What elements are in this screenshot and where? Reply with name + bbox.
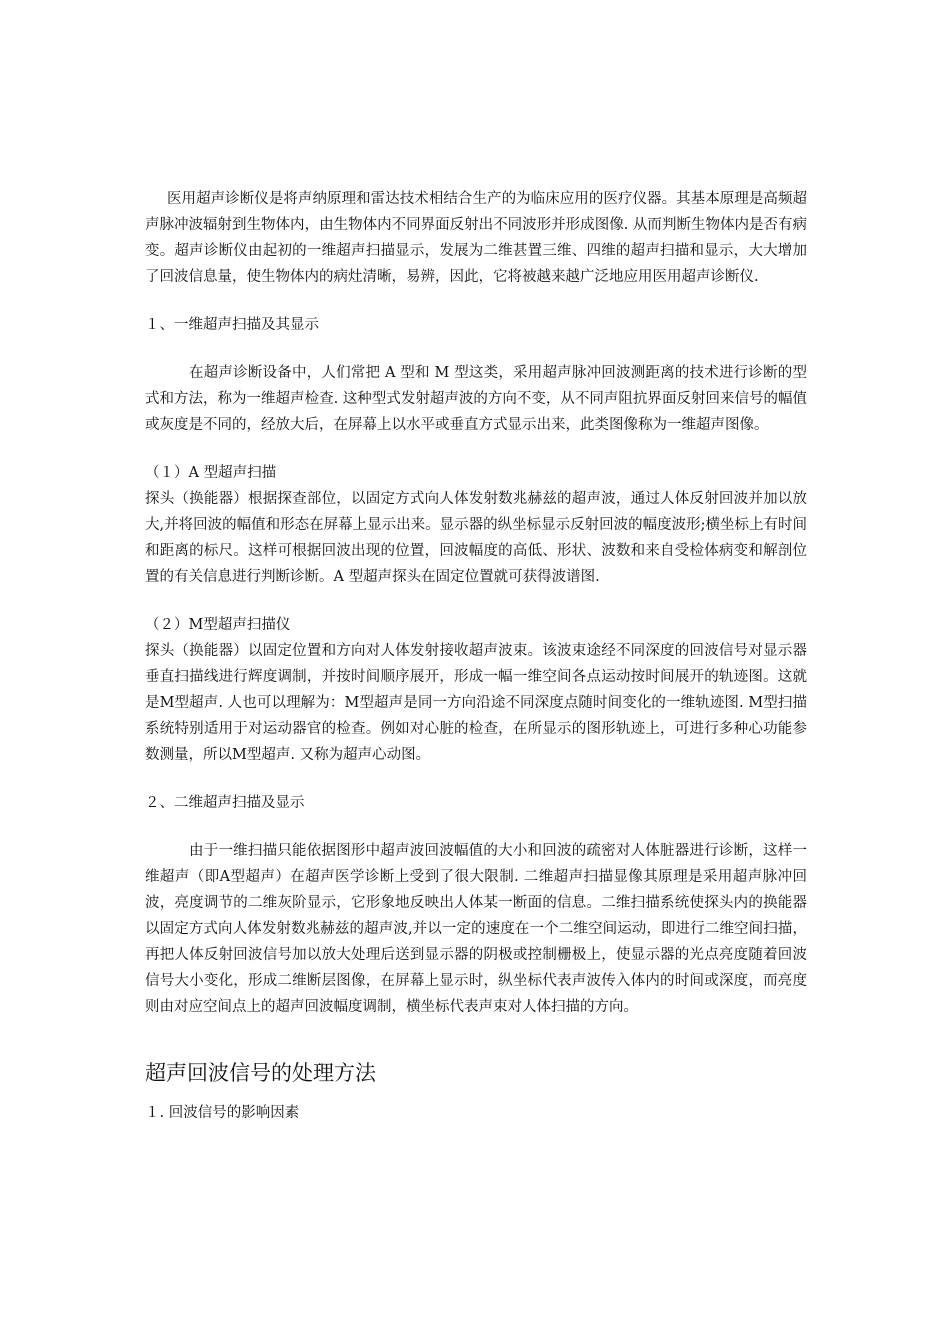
m-mode-heading: （２）M型超声扫描仪 bbox=[145, 617, 291, 633]
section-1-heading: １、一维超声扫描及其显示 bbox=[145, 317, 319, 333]
section-1-paragraph: 在超声诊断设备中，人们常把 A 型和 M 型这类，采用超声脉冲回波测距离的技术进行诊断的型式和方法，称为一维超声检查. 这种型式发射超声波的方向不变，从不同声阻抗界面反射回来信号的幅值或灰度是不同的，经放大后，在屏幕上以水平或垂直方式显示出来，此类图像称为一维超声图像。 bbox=[145, 365, 807, 433]
intro-paragraph: 医用超声诊断仪是将声纳原理和雷达技术相结合生产的为临床应用的医疗仪器。其基本原理是高频超声脉冲波辐射到生物体内，由生物体内不同界面反射出不同波形并形成图像. 从而判断生物体内是否有病变。超声诊断仪由起初的一维超声扫描显示，发展为二维甚置三维、四维的超声扫描和显示，大大增加了回波信息量，使生物体内的病灶清晰，易辨，因此，它将被越来越广泛地应用医用超声诊断仪. bbox=[145, 191, 807, 285]
section-2-paragraph: 由于一维扫描只能依据图形中超声波回波幅值的大小和回波的疏密对人体脏器进行诊断，这样一维超声（即A型超声）在超声医学诊断上受到了很大限制. 二维超声扫描显像其原理是采用超声脉冲回波，亮度调节的二维灰阶显示，它形象地反映出人体某一断面的信息。二维扫描系统使探头内的换能器以固定方式向人体发射数兆赫兹的超声波,并以一定的速度在一个二维空间运动，即进行二维空间扫描，再把人体反射回波信号加以放大处理后送到显示器的阴极或控制栅极上，使显示器的光点亮度随着回波信号大小变化，形成二维断层图像，在屏幕上显示时，纵坐标代表声波传入体内的时间或深度，而亮度则由对应空间点上的超声回波幅度调制，横坐标代表声束对人体扫描的方向。 bbox=[145, 843, 807, 1015]
a-mode-paragraph: 探头（换能器）根据探查部位，以固定方式向人体发射数兆赫兹的超声波，通过人体反射回波并加以放大,并将回波的幅值和形态在屏幕上显示出来。显示器的纵坐标显示反射回波的幅度波形;横坐标上有时间和距离的标尺。这样可根据回波出现的位置，回波幅度的高低、形状、波数和来自受检体病变和解剖位置的有关信息进行判断诊断。A 型超声探头在固定位置就可获得波谱图. bbox=[145, 491, 807, 585]
sub-heading: １. 回波信号的影响因素 bbox=[145, 1105, 300, 1121]
document-page bbox=[145, 186, 807, 1126]
m-mode-paragraph: 探头（换能器）以固定位置和方向对人体发射接收超声波束。该波束途经不同深度的回波信号对显示器垂直扫描线进行辉度调制，并按时间顺序展开，形成一幅一维空间各点运动按时间展开的轨迹图。这就是M型超声. 人也可以理解为：M型超声是同一方向沿途不同深度点随时间变化的一维轨迹图. M型扫描系统特别适用于对运动器官的检查。例如对心脏的检查，在所显示的图形轨迹上，可进行多种心功能参数测量，所以M型超声. 又称为超声心动图。 bbox=[145, 643, 807, 763]
section-title: 超声回波信号的处理方法 bbox=[145, 1061, 376, 1085]
a-mode-heading: （１）A 型超声扫描 bbox=[145, 465, 277, 481]
section-2-heading: ２、二维超声扫描及显示 bbox=[145, 795, 305, 811]
